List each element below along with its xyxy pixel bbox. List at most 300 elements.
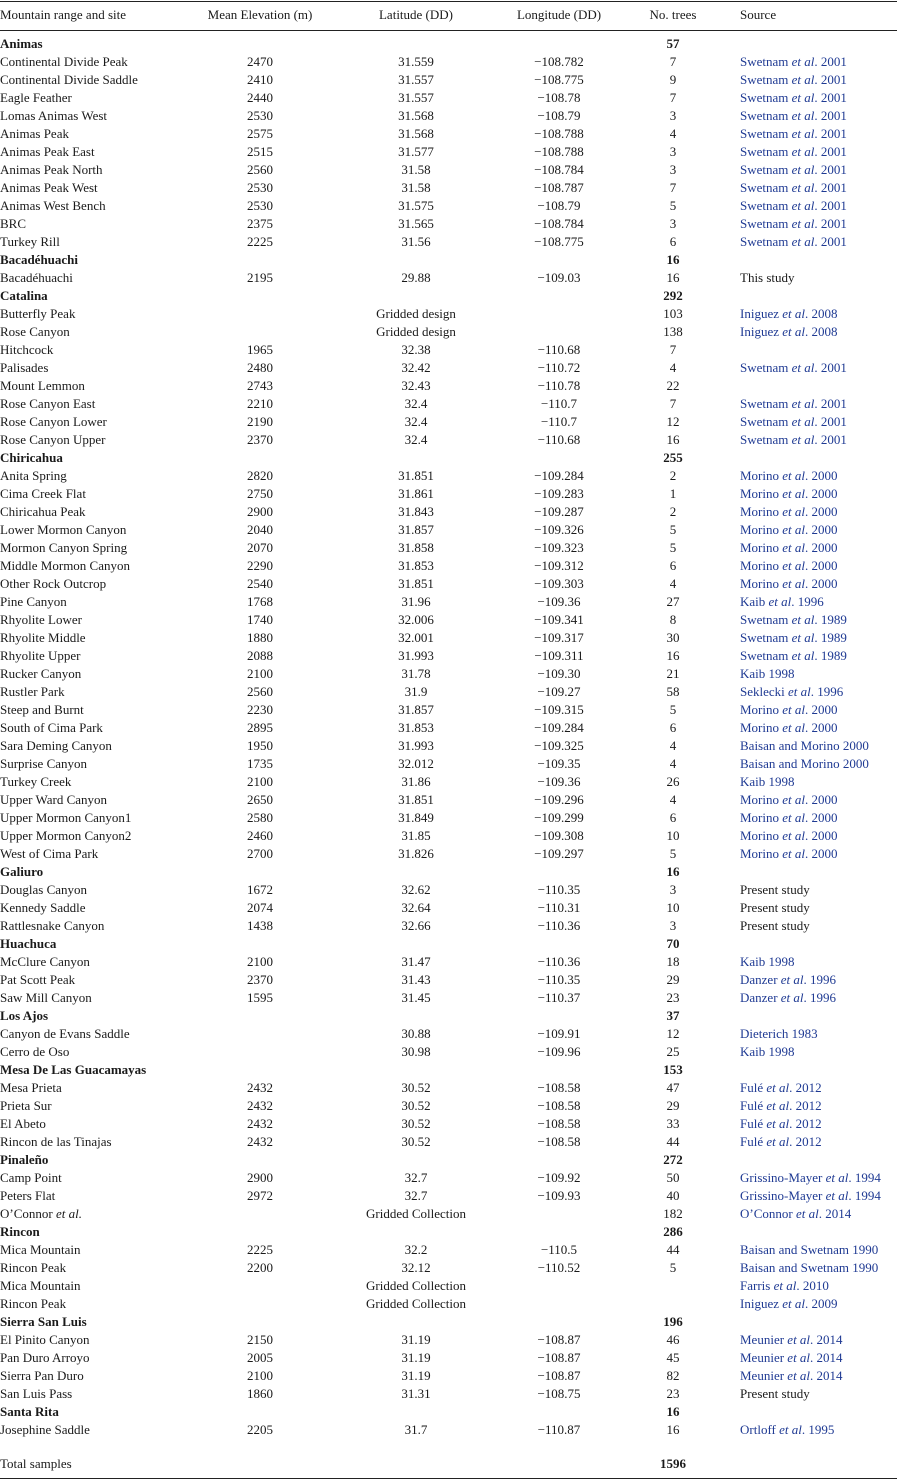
source-link[interactable]	[740, 161, 847, 179]
trees-cell: 7	[669, 396, 677, 411]
source-link[interactable]	[740, 521, 838, 539]
trees-cell: 6	[669, 720, 677, 735]
latitude-cell: 31.858	[398, 540, 434, 555]
table-header	[0, 6, 897, 24]
source-link[interactable]	[740, 305, 837, 323]
source-part: . 2000	[805, 522, 838, 537]
elevation-cell: 1595	[247, 990, 273, 1005]
source-part: Fulé	[740, 1098, 767, 1113]
longitude-cell: −110.68	[537, 342, 581, 357]
longitude-cell: −110.52	[537, 1260, 581, 1275]
source-part: . 1996	[810, 684, 844, 699]
source-link[interactable]	[740, 755, 869, 773]
source-italic: et al	[791, 180, 815, 195]
source-italic: et al	[791, 432, 815, 447]
table-row	[0, 53, 897, 71]
source-part: Morino	[740, 702, 783, 717]
trees-cell: 16	[666, 648, 680, 663]
table-row	[0, 503, 897, 521]
site-name: Sara Deming Canyon	[0, 738, 112, 753]
group-row	[0, 935, 897, 953]
top-rule	[0, 1, 897, 2]
source-link[interactable]	[740, 1367, 843, 1385]
group-row	[0, 1313, 897, 1331]
trees-cell: 2	[669, 504, 677, 519]
longitude-cell: −109.35	[537, 756, 581, 771]
source-part: Present study	[740, 918, 810, 933]
table-row	[0, 1025, 897, 1043]
source-part: . 2000	[805, 576, 838, 591]
longitude-cell: −110.31	[537, 900, 581, 915]
source-italic: et al	[782, 522, 805, 537]
source-link[interactable]	[740, 539, 838, 557]
longitude-cell: −108.87	[537, 1368, 581, 1383]
source-link[interactable]	[740, 683, 843, 701]
trees-cell: 46	[666, 1332, 680, 1347]
latitude-cell: 31.7	[404, 1422, 428, 1437]
site-name: Rose Canyon East	[0, 396, 96, 411]
source-part: . 2008	[804, 306, 838, 321]
source-part: . 2001	[814, 144, 847, 159]
longitude-cell: −108.788	[534, 144, 584, 159]
source-italic: et al	[780, 990, 804, 1005]
source-part: Swetnam	[740, 162, 792, 177]
gridded-cell: Gridded Collection	[365, 1206, 467, 1221]
site-name: Rincon de las Tinajas	[0, 1134, 112, 1149]
latitude-cell: 31.19	[401, 1332, 431, 1347]
latitude-cell: 32.64	[401, 900, 431, 915]
latitude-cell: 32.012	[398, 756, 434, 771]
source-italic: et al	[773, 1278, 797, 1293]
source-part: Present study	[740, 900, 810, 915]
longitude-cell: −110.7	[540, 396, 578, 411]
elevation-cell: 2530	[247, 198, 273, 213]
table-row	[0, 125, 897, 143]
site-name: Kennedy Saddle	[0, 900, 86, 915]
source-link[interactable]	[740, 575, 838, 593]
elevation-cell: 2515	[247, 144, 273, 159]
trees-cell: 5	[669, 198, 677, 213]
site-name: BRC	[0, 216, 27, 231]
source-part: . 2010	[796, 1278, 829, 1293]
source-link[interactable]	[740, 827, 838, 845]
table-row	[0, 341, 897, 359]
latitude-cell: 32.43	[401, 378, 431, 393]
source-link[interactable]	[740, 323, 837, 341]
header-trees: No. trees	[649, 7, 697, 22]
latitude-cell: 31.993	[398, 648, 434, 663]
elevation-cell: 1735	[247, 756, 273, 771]
elevation-cell: 2205	[247, 1422, 273, 1437]
header-longitude: Longitude (DD)	[516, 7, 602, 22]
longitude-cell: −109.317	[534, 630, 584, 645]
source-link[interactable]	[740, 395, 847, 413]
source-link[interactable]	[740, 1097, 822, 1115]
source-link[interactable]	[740, 1259, 878, 1277]
table-row	[0, 917, 897, 935]
latitude-cell: 31.857	[398, 702, 434, 717]
latitude-cell: 31.85	[401, 828, 431, 843]
source-part: . 1994	[848, 1188, 881, 1203]
source-link[interactable]	[740, 1079, 822, 1097]
source-link[interactable]	[740, 1295, 837, 1313]
trees-cell: 4	[669, 360, 677, 375]
source-part: . 2000	[805, 810, 838, 825]
latitude-cell: 31.559	[398, 54, 434, 69]
source-link[interactable]	[740, 953, 795, 971]
site-name: Eagle Feather	[0, 90, 72, 105]
elevation-cell: 1438	[247, 918, 273, 933]
longitude-cell: −110.36	[537, 918, 581, 933]
latitude-cell: 31.853	[398, 720, 434, 735]
source-part: Morino	[740, 468, 783, 483]
source-part: . 1995	[801, 1422, 835, 1437]
longitude-cell: −108.775	[534, 72, 584, 87]
group-name: Pinaleño	[0, 1152, 49, 1167]
source-link[interactable]	[740, 1421, 834, 1439]
group-name: Animas	[0, 36, 43, 51]
source-part: . 1989	[814, 612, 847, 627]
group-row	[0, 1061, 897, 1079]
source-part: . 2000	[805, 504, 838, 519]
source-link[interactable]	[740, 467, 838, 485]
elevation-cell: 2650	[247, 792, 273, 807]
site-name: Saw Mill Canyon	[0, 990, 92, 1005]
source-italic: et al	[779, 1422, 802, 1437]
group-trees: 16	[666, 1404, 680, 1419]
trees-cell: 18	[666, 954, 680, 969]
source-part: . 2012	[789, 1116, 822, 1131]
source-part: Swetnam	[740, 108, 792, 123]
table-row	[0, 755, 897, 773]
longitude-cell: −109.303	[534, 576, 584, 591]
source-part: Morino	[740, 558, 783, 573]
source-part: Morino	[740, 810, 783, 825]
latitude-cell: 31.851	[398, 468, 434, 483]
latitude-cell: 31.565	[398, 216, 434, 231]
source-link[interactable]	[740, 557, 838, 575]
source-link[interactable]	[740, 503, 838, 521]
site-name: Josephine Saddle	[0, 1422, 90, 1437]
table-row	[0, 413, 897, 431]
trees-cell: 58	[666, 684, 680, 699]
longitude-cell: −109.287	[534, 504, 584, 519]
source-link[interactable]	[740, 701, 838, 719]
source-link[interactable]	[740, 125, 847, 143]
source-link[interactable]	[740, 413, 847, 431]
source-link[interactable]	[740, 737, 869, 755]
latitude-cell: 31.56	[401, 234, 431, 249]
group-name: Bacadéhuachi	[0, 252, 79, 267]
latitude-cell: 32.42	[401, 360, 431, 375]
source-italic: et al	[782, 468, 805, 483]
trees-cell: 6	[669, 810, 677, 825]
source-part: Iniguez	[740, 306, 783, 321]
elevation-cell: 2150	[247, 1332, 273, 1347]
elevation-cell: 2743	[247, 378, 273, 393]
elevation-cell: 2190	[247, 414, 273, 429]
source-link[interactable]	[740, 233, 847, 251]
site-name: Rose Canyon Upper	[0, 432, 106, 447]
source-link[interactable]	[740, 845, 838, 863]
elevation-cell: 2290	[247, 558, 273, 573]
elevation-cell: 2440	[247, 90, 273, 105]
source-part: . 2001	[814, 414, 847, 429]
longitude-cell: −110.72	[537, 360, 581, 375]
source-link[interactable]	[740, 485, 838, 503]
site-name: San Luis Pass	[0, 1386, 73, 1401]
longitude-cell: −108.788	[534, 126, 584, 141]
table-row	[0, 323, 897, 341]
longitude-cell: −110.68	[537, 432, 581, 447]
trees-cell: 29	[666, 1098, 680, 1113]
source-italic: et al	[791, 72, 815, 87]
elevation-cell: 2580	[247, 810, 273, 825]
source-link[interactable]	[740, 611, 847, 629]
elevation-cell: 2432	[247, 1116, 273, 1131]
table-row	[0, 1385, 897, 1403]
source-part: Kaib 1998	[740, 954, 795, 969]
source-part: Baisan and Swetnam 1990	[740, 1260, 879, 1275]
longitude-cell: −108.58	[537, 1080, 581, 1095]
source-link[interactable]	[740, 431, 847, 449]
site-name: Sierra Pan Duro	[0, 1368, 84, 1383]
source-part: . 1996	[803, 972, 837, 987]
elevation-cell: 1768	[247, 594, 273, 609]
latitude-cell: 31.78	[401, 666, 431, 681]
table-row	[0, 485, 897, 503]
source-link[interactable]	[740, 1115, 822, 1133]
latitude-cell: 31.993	[398, 738, 434, 753]
source-part: Swetnam	[740, 144, 792, 159]
source-part: Swetnam	[740, 216, 792, 231]
source-link[interactable]	[740, 197, 847, 215]
elevation-cell: 2700	[247, 846, 273, 861]
source-part: . 2001	[814, 180, 847, 195]
source-link[interactable]	[740, 971, 836, 989]
group-row	[0, 251, 897, 269]
table-row	[0, 269, 897, 287]
source-part: Swetnam	[740, 648, 792, 663]
source-link[interactable]	[740, 1277, 829, 1295]
source-italic: et al	[782, 324, 805, 339]
source-part: . 2001	[814, 108, 847, 123]
source-link[interactable]	[740, 647, 847, 665]
table-row	[0, 575, 897, 593]
trees-cell: 2	[669, 468, 677, 483]
trees-cell: 29	[666, 972, 680, 987]
elevation-cell: 2560	[247, 162, 273, 177]
site-name: Anita Spring	[0, 468, 67, 483]
elevation-cell: 2088	[247, 648, 273, 663]
trees-cell: 12	[666, 1026, 680, 1041]
source-italic: et al	[791, 396, 815, 411]
elevation-cell: 2370	[247, 432, 273, 447]
table-row	[0, 1115, 897, 1133]
source-italic: et al	[791, 414, 815, 429]
source-part: Baisan and Morino 2000	[740, 738, 869, 753]
trees-cell: 47	[666, 1080, 680, 1095]
source-link[interactable]	[740, 1133, 822, 1151]
source-part: . 2012	[789, 1134, 822, 1149]
site-name: Pat Scott Peak	[0, 972, 76, 987]
latitude-cell: 31.843	[398, 504, 434, 519]
source-part: . 2001	[814, 90, 847, 105]
source-link[interactable]	[740, 665, 795, 683]
source-link[interactable]	[740, 629, 847, 647]
source-italic: et al	[791, 144, 815, 159]
longitude-cell: −109.284	[534, 468, 584, 483]
group-row	[0, 1007, 897, 1025]
source-link[interactable]	[740, 1025, 818, 1043]
elevation-cell: 2005	[247, 1350, 273, 1365]
trees-cell: 1	[669, 486, 677, 501]
elevation-cell: 2560	[247, 684, 273, 699]
source-link[interactable]	[740, 71, 847, 89]
site-name: Animas Peak East	[0, 144, 95, 159]
total-trees: 1596	[660, 1456, 686, 1471]
latitude-cell: 31.826	[398, 846, 434, 861]
source-text	[740, 269, 795, 287]
elevation-cell: 2195	[247, 270, 273, 285]
longitude-cell: −108.784	[534, 162, 584, 177]
longitude-cell: −108.87	[537, 1350, 581, 1365]
table-row	[0, 197, 897, 215]
trees-cell: 4	[669, 126, 677, 141]
table-row	[0, 431, 897, 449]
source-italic: et al	[782, 540, 805, 555]
source-part: . 1996	[791, 594, 824, 609]
longitude-cell: −108.79	[537, 198, 581, 213]
source-link[interactable]	[740, 1331, 843, 1349]
source-part: Danzer	[740, 972, 781, 987]
group-trees: 16	[666, 252, 680, 267]
source-link[interactable]	[740, 773, 795, 791]
source-link[interactable]	[740, 1205, 851, 1223]
source-italic: et al	[787, 1350, 811, 1365]
site-name: Steep and Burnt	[0, 702, 84, 717]
source-link[interactable]	[740, 1043, 795, 1061]
source-part: . 1994	[848, 1170, 881, 1185]
source-part: Grissino-Mayer	[740, 1188, 826, 1203]
source-link[interactable]	[740, 215, 847, 233]
longitude-cell: −110.35	[537, 972, 581, 987]
source-italic: et al	[787, 1332, 811, 1347]
longitude-cell: −110.87	[537, 1422, 581, 1437]
source-link[interactable]	[740, 719, 838, 737]
source-link[interactable]	[740, 1169, 881, 1187]
source-link[interactable]	[740, 593, 824, 611]
site-name: Rincon Peak	[0, 1296, 67, 1311]
source-part: . 2000	[805, 468, 838, 483]
table-row	[0, 1367, 897, 1385]
source-link[interactable]	[740, 791, 838, 809]
source-italic: et al	[791, 216, 815, 231]
latitude-cell: 31.851	[398, 792, 434, 807]
longitude-cell: −108.58	[537, 1134, 581, 1149]
elevation-cell: 2370	[247, 972, 273, 987]
source-part: . 2001	[814, 72, 847, 87]
source-link[interactable]	[740, 359, 847, 377]
trees-cell: 3	[669, 162, 677, 177]
trees-cell: 4	[669, 792, 677, 807]
source-part: Dieterich 1983	[740, 1026, 818, 1041]
latitude-cell: 32.2	[404, 1242, 428, 1257]
source-part: Present study	[740, 1386, 810, 1401]
source-part: Morino	[740, 540, 783, 555]
trees-cell: 3	[669, 918, 677, 933]
source-link[interactable]	[740, 89, 847, 107]
source-part: . 2001	[814, 216, 847, 231]
source-link[interactable]	[740, 1241, 878, 1259]
site-name: Other Rock Outcrop	[0, 576, 107, 591]
elevation-cell: 2540	[247, 576, 273, 591]
table-row	[0, 71, 897, 89]
table-row	[0, 557, 897, 575]
longitude-cell: −109.284	[534, 720, 584, 735]
source-part: Iniguez	[740, 1296, 783, 1311]
table-row	[0, 809, 897, 827]
site-name: Mica Mountain	[0, 1278, 81, 1293]
source-part: . 2000	[805, 558, 838, 573]
table-row	[0, 1133, 897, 1151]
source-link[interactable]	[740, 809, 838, 827]
latitude-cell: 32.4	[404, 396, 428, 411]
site-name: Surprise Canyon	[0, 756, 88, 771]
table-row	[0, 827, 897, 845]
source-part: . 2014	[810, 1350, 843, 1365]
site-name: Rattlesnake Canyon	[0, 918, 105, 933]
header-elevation: Mean Elevation (m)	[207, 7, 313, 22]
trees-cell: 5	[669, 540, 677, 555]
source-link[interactable]	[740, 53, 847, 71]
longitude-cell: −109.03	[537, 270, 581, 285]
header-source: Source	[740, 7, 777, 22]
group-trees: 196	[663, 1314, 683, 1329]
source-italic: et al	[782, 828, 805, 843]
elevation-cell: 2575	[247, 126, 273, 141]
source-link[interactable]	[740, 179, 847, 197]
site-name: Cima Creek Flat	[0, 486, 86, 501]
elevation-cell: 2225	[247, 1242, 273, 1257]
group-name: Sierra San Luis	[0, 1314, 87, 1329]
latitude-cell: 31.857	[398, 522, 434, 537]
longitude-cell: −108.58	[537, 1116, 581, 1131]
source-italic: et al	[766, 1134, 790, 1149]
source-link[interactable]	[740, 107, 847, 125]
source-link[interactable]	[740, 1187, 881, 1205]
source-part: Morino	[740, 828, 783, 843]
site-name: West of Cima Park	[0, 846, 99, 861]
trees-cell: 30	[666, 630, 680, 645]
longitude-cell: −108.782	[534, 54, 584, 69]
longitude-cell: −108.78	[537, 90, 581, 105]
group-trees: 153	[663, 1062, 683, 1077]
header-site: Mountain range and site	[0, 7, 126, 22]
source-text	[740, 917, 810, 935]
elevation-cell: 2432	[247, 1098, 273, 1113]
source-link[interactable]	[740, 989, 836, 1007]
source-link[interactable]	[740, 143, 847, 161]
table-row	[0, 971, 897, 989]
latitude-cell: 31.86	[401, 774, 431, 789]
table-row	[0, 1277, 897, 1295]
table-row	[0, 1349, 897, 1367]
site-name: Animas Peak North	[0, 162, 103, 177]
source-link[interactable]	[740, 1349, 843, 1367]
group-row	[0, 287, 897, 305]
source-part: Fulé	[740, 1080, 767, 1095]
